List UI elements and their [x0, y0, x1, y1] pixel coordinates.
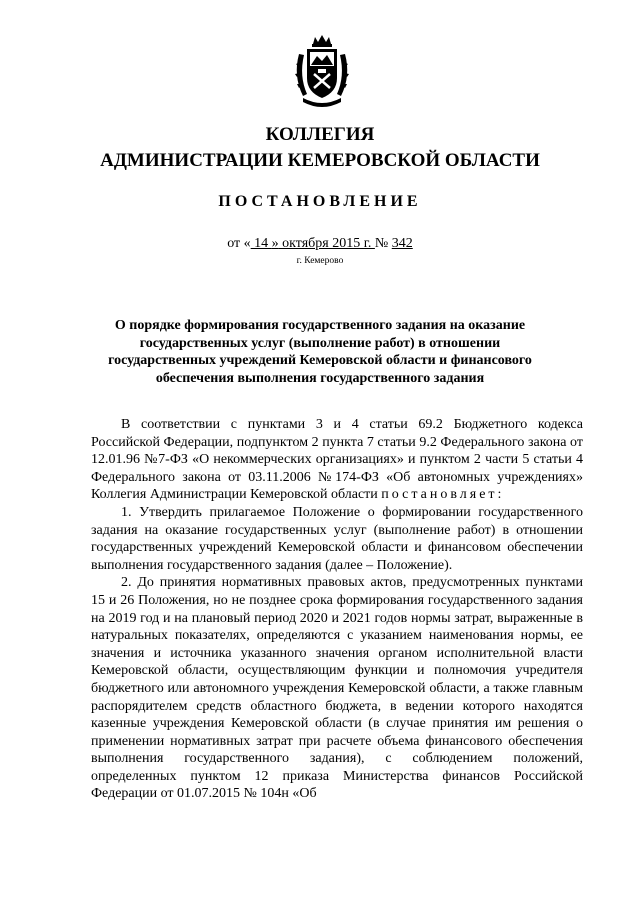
- document-subject: О порядке формирования государственного задания на оказание государственных услуг (выполнение работ) в отношении государственных учреждений Кемеровской области и финансового обеспечения выполнения государственного задания: [108, 318, 532, 386]
- document-number: 342: [391, 236, 413, 251]
- date-day-close: »: [271, 236, 279, 251]
- document-body: [91, 416, 583, 803]
- preamble-text: В соответствии с пунктами 3 и 4 статьи 69.2 Бюджетного кодекса Российской Федерации, подпунктом 2 пункта 7 статьи 9.2 Федерального закона от 12.01.96 №7-ФЗ «О некоммерческих организациях» и пунктом 2 части 5 статьи 4 Федерального закона от 03.11.2006 №174-ФЗ «Об автономных учреждениях» Коллегия Администрации Кемеровской области: [91, 417, 583, 503]
- org-title-line1: КОЛЛЕГИЯ: [265, 124, 375, 145]
- org-title-line2: АДМИНИСТРАЦИИ КЕМЕРОВСКОЙ ОБЛАСТИ: [100, 150, 540, 171]
- resolves-word: постановляет:: [381, 487, 505, 503]
- date-prefix: от «: [227, 236, 251, 251]
- date-month-year: октября 2015 г.: [278, 236, 375, 251]
- coat-of-arms-icon: [291, 34, 353, 110]
- preamble-paragraph: [91, 416, 583, 504]
- date-number-line: [0, 236, 640, 252]
- number-label: №: [374, 236, 392, 251]
- clause-1-paragraph: 1. Утвердить прилагаемое Положение о формировании государственного задания на оказание государственных услуг (выполнение работ) в отношении государственных учреждений Кемеровской области и финансовом обеспечении выполнения государственного задания (далее – Положение).: [91, 504, 583, 573]
- city-label: г. Кемерово: [296, 256, 344, 266]
- clause-2-paragraph: 2. До принятия нормативных правовых актов, предусмотренных пунктами 15 и 26 Положения, но не позднее срока формирования государственного задания на 2019 год и на плановый период 2020 и 2021 годов нормы затрат, выраженные в натуральных показателях, определяются с указанием наименования нормы, ее значения и источника указанного значения органом исполнительной власти Кемеровской области, осуществляющим функции и полномочия учредителя бюджетного или автономного учреждения Кемеровской области, а также главным распорядителем средств областного бюджета, в ведении которого находятся казенные учреждения Кемеровской области (в случае принятия им решения о применении нормативных затрат при расчете объема финансового обеспечения выполнения государственного задания), с соблюдением положений, определенных пунктом 12 приказа Министерства финансов Российской Федерации от 01.07.2015 № 104н «Об: [91, 575, 583, 802]
- date-day: 14: [250, 236, 272, 251]
- document-type: ПОСТАНОВЛЕНИЕ: [218, 193, 422, 210]
